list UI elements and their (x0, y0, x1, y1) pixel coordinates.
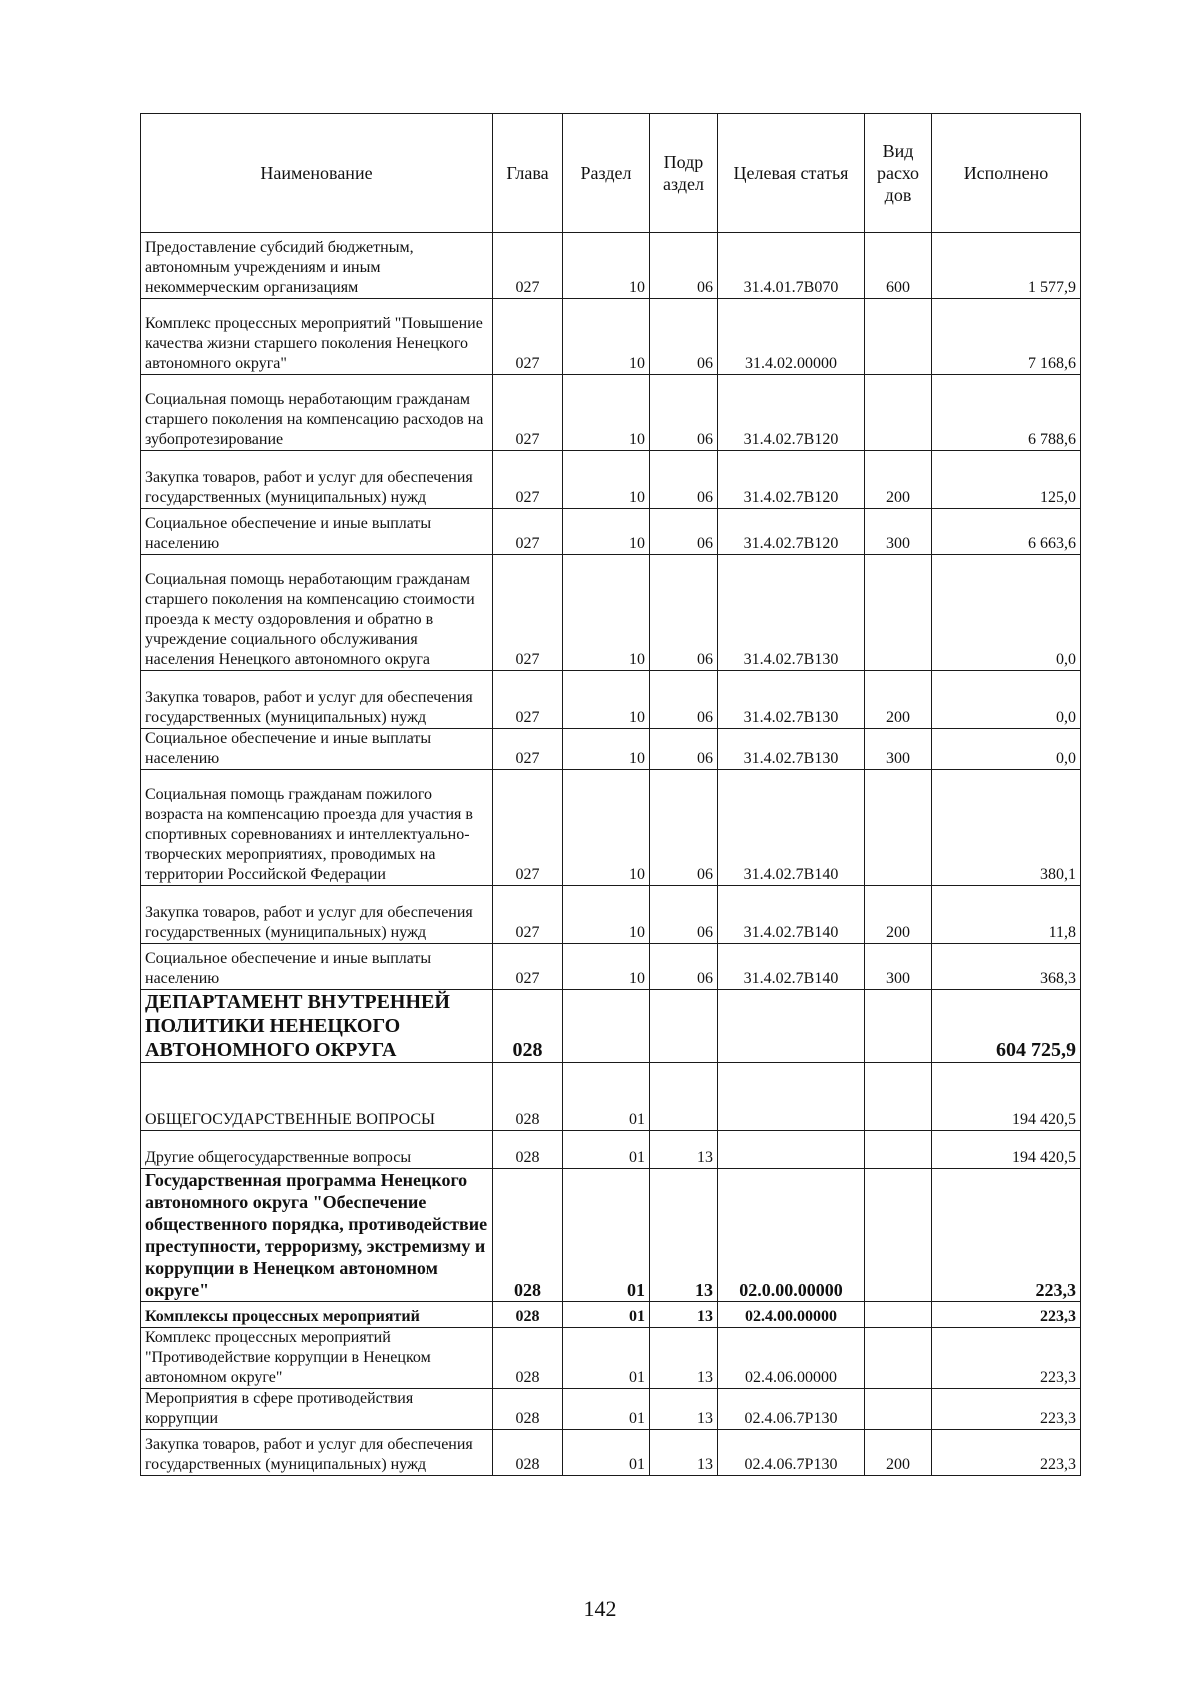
cell-executed: 11,8 (932, 886, 1081, 944)
cell-target: 31.4.02.7В120 (718, 375, 865, 451)
cell-chapter: 027 (493, 509, 563, 555)
cell-subsection: 06 (650, 451, 718, 509)
cell-expense-type: 300 (865, 729, 932, 770)
cell-subsection: 06 (650, 555, 718, 671)
cell-target: 31.4.01.7В070 (718, 233, 865, 299)
cell-expense-type (865, 1063, 932, 1131)
header-name: Наименование (141, 114, 493, 233)
table-row (141, 451, 1081, 509)
cell-name: Комплекс процессных мероприятий "Противодействие коррупции в Ненецком автономном округе" (141, 1328, 493, 1389)
cell-name: Закупка товаров, работ и услуг для обеспечения государственных (муниципальных) нужд (141, 451, 493, 509)
cell-section: 01 (563, 1302, 650, 1328)
cell-target: 31.4.02.00000 (718, 299, 865, 375)
cell-expense-type: 200 (865, 671, 932, 729)
cell-executed: 223,3 (932, 1328, 1081, 1389)
cell-section: 10 (563, 233, 650, 299)
table-row (141, 233, 1081, 299)
header-executed: Исполнено (932, 114, 1081, 233)
cell-expense-type: 300 (865, 944, 932, 990)
table-row (141, 1131, 1081, 1169)
table-row (141, 990, 1081, 1063)
cell-name: Социальная помощь неработающим гражданам старшего поколения на компенсацию стоимости проезда к месту оздоровления и обратно в учреждение социального обслуживания населения Ненецкого автономного округа (141, 555, 493, 671)
cell-section: 10 (563, 299, 650, 375)
cell-name: Социальное обеспечение и иные выплаты населению (141, 509, 493, 555)
table-row (141, 1389, 1081, 1430)
cell-executed: 0,0 (932, 555, 1081, 671)
cell-subsection: 13 (650, 1328, 718, 1389)
table-row (141, 1328, 1081, 1389)
cell-subsection: 13 (650, 1430, 718, 1476)
cell-section: 10 (563, 886, 650, 944)
cell-expense-type (865, 770, 932, 886)
cell-section (563, 990, 650, 1063)
cell-name: Социальное обеспечение и иные выплаты населению (141, 729, 493, 770)
cell-target: 31.4.02.7В140 (718, 770, 865, 886)
cell-subsection: 06 (650, 770, 718, 886)
cell-name: Предоставление субсидий бюджетным, автономным учреждениям и иным некоммерческим организациям (141, 233, 493, 299)
cell-expense-type (865, 1389, 932, 1430)
page-number: 142 (583, 1596, 617, 1621)
cell-executed: 368,3 (932, 944, 1081, 990)
table-body (141, 233, 1081, 1476)
header-expense-type: Вид расхо дов (865, 114, 932, 233)
cell-target: 31.4.02.7В130 (718, 729, 865, 770)
table-row (141, 671, 1081, 729)
cell-name: Закупка товаров, работ и услуг для обеспечения государственных (муниципальных) нужд (141, 1430, 493, 1476)
cell-target: 02.4.06.00000 (718, 1328, 865, 1389)
cell-chapter: 027 (493, 944, 563, 990)
cell-name: Комплексы процессных мероприятий (141, 1302, 493, 1328)
table-row (141, 555, 1081, 671)
cell-section: 01 (563, 1063, 650, 1131)
cell-subsection: 13 (650, 1389, 718, 1430)
cell-chapter: 028 (493, 1328, 563, 1389)
cell-subsection (650, 990, 718, 1063)
cell-executed: 604 725,9 (932, 990, 1081, 1063)
cell-executed: 125,0 (932, 451, 1081, 509)
cell-subsection: 06 (650, 729, 718, 770)
cell-chapter: 028 (493, 1063, 563, 1131)
cell-chapter: 027 (493, 671, 563, 729)
cell-chapter: 027 (493, 299, 563, 375)
header-chapter: Глава (493, 114, 563, 233)
table-row (141, 375, 1081, 451)
cell-expense-type (865, 990, 932, 1063)
cell-name: Закупка товаров, работ и услуг для обеспечения государственных (муниципальных) нужд (141, 886, 493, 944)
table-row (141, 729, 1081, 770)
cell-name: Социальная помощь гражданам пожилого возраста на компенсацию проезда для участия в спортивных соревнованиях и интеллектуально-творческих мероприятиях, проводимых на территории Российской Федерации (141, 770, 493, 886)
cell-target (718, 1063, 865, 1131)
table-header-row (141, 114, 1081, 233)
cell-section: 10 (563, 375, 650, 451)
table-row (141, 1063, 1081, 1131)
cell-target (718, 1131, 865, 1169)
cell-name: Мероприятия в сфере противодействия коррупции (141, 1389, 493, 1430)
cell-chapter: 027 (493, 770, 563, 886)
cell-executed: 6 788,6 (932, 375, 1081, 451)
cell-name: Комплекс процессных мероприятий "Повышение качества жизни старшего поколения Ненецкого автономного округа" (141, 299, 493, 375)
cell-chapter: 028 (493, 1389, 563, 1430)
cell-expense-type (865, 1302, 932, 1328)
cell-target: 02.4.06.7Р130 (718, 1430, 865, 1476)
cell-section: 01 (563, 1389, 650, 1430)
cell-target: 31.4.02.7В130 (718, 671, 865, 729)
table-row (141, 770, 1081, 886)
cell-section: 10 (563, 509, 650, 555)
cell-subsection: 13 (650, 1131, 718, 1169)
cell-section: 10 (563, 770, 650, 886)
cell-subsection: 13 (650, 1169, 718, 1302)
header-subsection: Подр аздел (650, 114, 718, 233)
cell-section: 01 (563, 1169, 650, 1302)
cell-executed: 223,3 (932, 1389, 1081, 1430)
cell-name: Социальное обеспечение и иные выплаты населению (141, 944, 493, 990)
table-row (141, 1430, 1081, 1476)
cell-name: Государственная программа Ненецкого автономного округа "Обеспечение общественного порядка, противодействие преступности, терроризму, экстремизму и коррупции в Ненецком автономном округе" (141, 1169, 493, 1302)
cell-expense-type: 200 (865, 1430, 932, 1476)
cell-expense-type: 600 (865, 233, 932, 299)
cell-executed: 0,0 (932, 729, 1081, 770)
cell-name: Закупка товаров, работ и услуг для обеспечения государственных (муниципальных) нужд (141, 671, 493, 729)
cell-target: 02.4.06.7Р130 (718, 1389, 865, 1430)
cell-executed: 223,3 (932, 1169, 1081, 1302)
cell-chapter: 028 (493, 1169, 563, 1302)
cell-expense-type (865, 375, 932, 451)
cell-expense-type (865, 555, 932, 671)
cell-chapter: 027 (493, 233, 563, 299)
cell-executed: 380,1 (932, 770, 1081, 886)
cell-executed: 0,0 (932, 671, 1081, 729)
header-target: Целевая статья (718, 114, 865, 233)
cell-name: Социальная помощь неработающим гражданам старшего поколения на компенсацию расходов на зубопротезирование (141, 375, 493, 451)
table-row (141, 1169, 1081, 1302)
cell-section: 10 (563, 555, 650, 671)
cell-expense-type (865, 1131, 932, 1169)
cell-target: 31.4.02.7В120 (718, 451, 865, 509)
header-section: Раздел (563, 114, 650, 233)
cell-expense-type (865, 1169, 932, 1302)
cell-section: 10 (563, 944, 650, 990)
cell-subsection: 06 (650, 509, 718, 555)
cell-target (718, 990, 865, 1063)
cell-subsection: 06 (650, 886, 718, 944)
cell-target: 31.4.02.7В130 (718, 555, 865, 671)
cell-section: 10 (563, 729, 650, 770)
cell-target: 31.4.02.7В120 (718, 509, 865, 555)
cell-target: 02.0.00.00000 (718, 1169, 865, 1302)
cell-name: Другие общегосударственные вопросы (141, 1131, 493, 1169)
cell-chapter: 027 (493, 451, 563, 509)
cell-executed: 6 663,6 (932, 509, 1081, 555)
cell-subsection: 06 (650, 671, 718, 729)
budget-table (140, 113, 1081, 1476)
cell-section: 01 (563, 1328, 650, 1389)
cell-expense-type: 200 (865, 451, 932, 509)
cell-chapter: 028 (493, 990, 563, 1063)
table-row (141, 1302, 1081, 1328)
cell-expense-type: 200 (865, 886, 932, 944)
cell-chapter: 028 (493, 1131, 563, 1169)
cell-chapter: 028 (493, 1430, 563, 1476)
cell-subsection: 06 (650, 375, 718, 451)
cell-section: 01 (563, 1430, 650, 1476)
cell-subsection: 06 (650, 233, 718, 299)
cell-section: 10 (563, 671, 650, 729)
cell-executed: 1 577,9 (932, 233, 1081, 299)
table-row (141, 886, 1081, 944)
cell-chapter: 027 (493, 555, 563, 671)
cell-target: 31.4.02.7В140 (718, 886, 865, 944)
cell-executed: 223,3 (932, 1302, 1081, 1328)
cell-expense-type (865, 1328, 932, 1389)
cell-executed: 194 420,5 (932, 1131, 1081, 1169)
cell-expense-type (865, 299, 932, 375)
cell-chapter: 028 (493, 1302, 563, 1328)
cell-subsection: 06 (650, 299, 718, 375)
table-row (141, 299, 1081, 375)
cell-name: ОБЩЕГОСУДАРСТВЕННЫЕ ВОПРОСЫ (141, 1063, 493, 1131)
cell-subsection: 13 (650, 1302, 718, 1328)
cell-subsection (650, 1063, 718, 1131)
cell-executed: 223,3 (932, 1430, 1081, 1476)
table-row (141, 509, 1081, 555)
cell-name: ДЕПАРТАМЕНТ ВНУТРЕННЕЙ ПОЛИТИКИ НЕНЕЦКОГО АВТОНОМНОГО ОКРУГА (141, 990, 493, 1063)
table-row (141, 944, 1081, 990)
cell-chapter: 027 (493, 375, 563, 451)
cell-target: 02.4.00.00000 (718, 1302, 865, 1328)
cell-expense-type: 300 (865, 509, 932, 555)
cell-executed: 194 420,5 (932, 1063, 1081, 1131)
cell-chapter: 027 (493, 729, 563, 770)
cell-executed: 7 168,6 (932, 299, 1081, 375)
cell-subsection: 06 (650, 944, 718, 990)
cell-section: 01 (563, 1131, 650, 1169)
cell-section: 10 (563, 451, 650, 509)
cell-chapter: 027 (493, 886, 563, 944)
cell-target: 31.4.02.7В140 (718, 944, 865, 990)
